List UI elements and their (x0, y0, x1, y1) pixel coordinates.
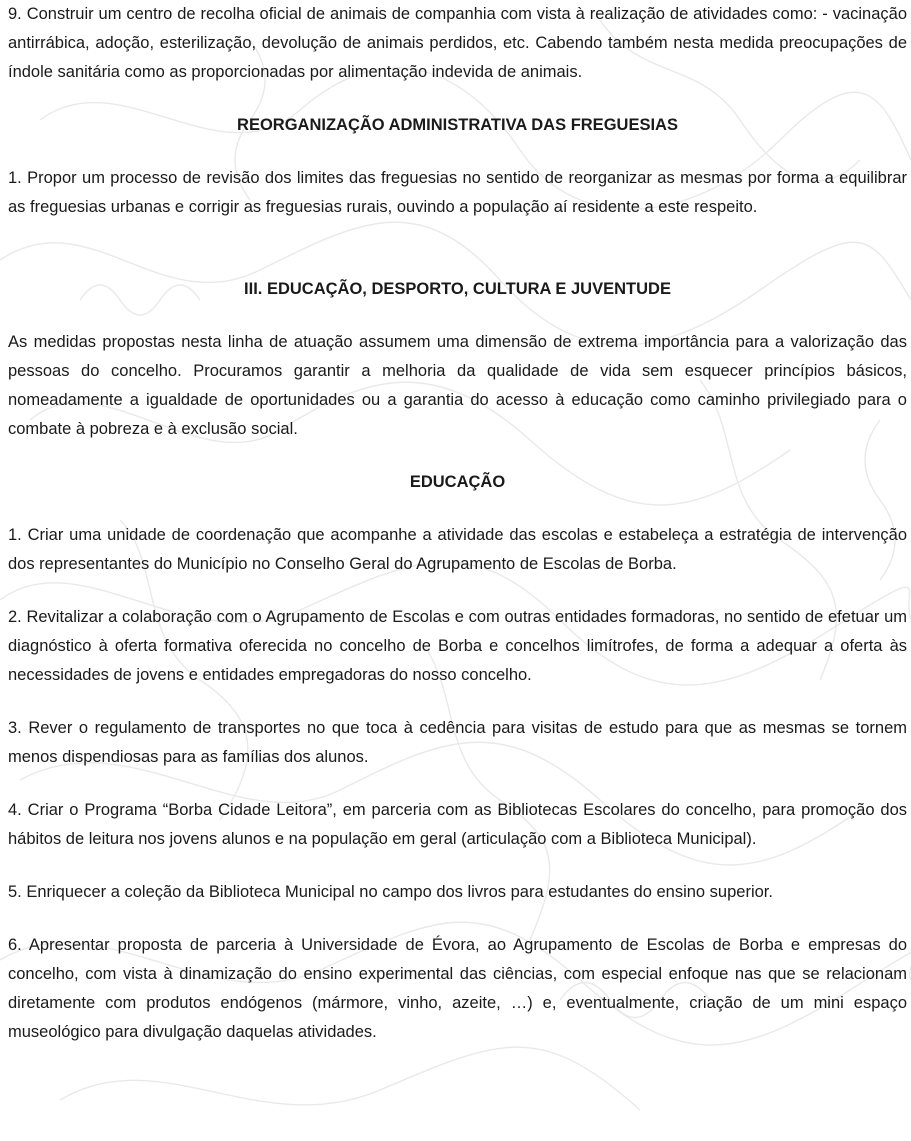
edu-item-1: 1. Criar uma unidade de coordenação que acompanhe a atividade das escolas e estabeleça a estratégia de intervenção dos representantes do Município no Conselho Geral do Agrupamento de Escolas de Borba. (8, 526, 907, 573)
item-9-paragraph: 9. Construir um centro de recolha oficial de animais de companhia com vista à realização de atividades como: - vacinação antirrábica, adoção, esterilização, devolução de animais perdidos, etc. Cabendo também nesta medida preocupações de índole sanitária como as proporcionadas por alimentação indevida de animais. (8, 5, 907, 81)
heading-reorganizacao: REORGANIZAÇÃO ADMINISTRATIVA DAS FREGUESIAS (237, 116, 678, 134)
intro-paragraph: As medidas propostas nesta linha de atuação assumem uma dimensão de extrema importância para a valorização das pessoas do concelho. Procuramos garantir a melhoria da qualidade de vida sem esquecer princípios básicos, nomeadamente a igualdade de oportunidades ou a garantia do acesso à educação como caminho privilegiado para o combate à pobreza e à exclusão social. (8, 333, 907, 438)
heading-educacao: EDUCAÇÃO (409, 473, 506, 491)
edu-item-6: 6. Apresentar proposta de parceria à Universidade de Évora, ao Agrupamento de Escolas de Borba e empresas do concelho, com vista à dinamização do ensino experimental das ciências, com especial enfoque nas que se relacionam diretamente com produtos endógenos (mármore, vinho, azeite, …) e, eventualmente, criação de um mini espaço museológico para divulgação daquelas atividades. (8, 936, 907, 1041)
reorg-item-1: 1. Propor um processo de revisão dos limites das freguesias no sentido de reorganizar as mesmas por forma a equilibrar as freguesias urbanas e corrigir as freguesias rurais, ouvindo a população aí residente a este respeito. (8, 169, 907, 216)
edu-item-4: 4. Criar o Programa “Borba Cidade Leitora”, em parceria com as Bibliotecas Escolares do concelho, para promoção dos hábitos de leitura nos jovens alunos e na população em geral (articulação com a Biblioteca Municipal). (8, 801, 907, 848)
edu-item-5: 5. Enriquecer a coleção da Biblioteca Municipal no campo dos livros para estudantes do ensino superior. (8, 883, 773, 901)
edu-item-2: 2. Revitalizar a colaboração com o Agrupamento de Escolas e com outras entidades formadoras, no sentido de efetuar um diagnóstico à oferta formativa oferecida no concelho de Borba e concelhos limítrofes, de forma a adequar a oferta às necessidades de jovens e entidades empregadoras do nosso concelho. (8, 608, 907, 684)
edu-item-3: 3. Rever o regulamento de transportes no que toca à cedência para visitas de estudo para que as mesmas se tornem menos dispendiosas para as famílias dos alunos. (8, 719, 907, 766)
heading-section-iii: III. EDUCAÇÃO, DESPORTO, CULTURA E JUVENTUDE (244, 280, 671, 298)
